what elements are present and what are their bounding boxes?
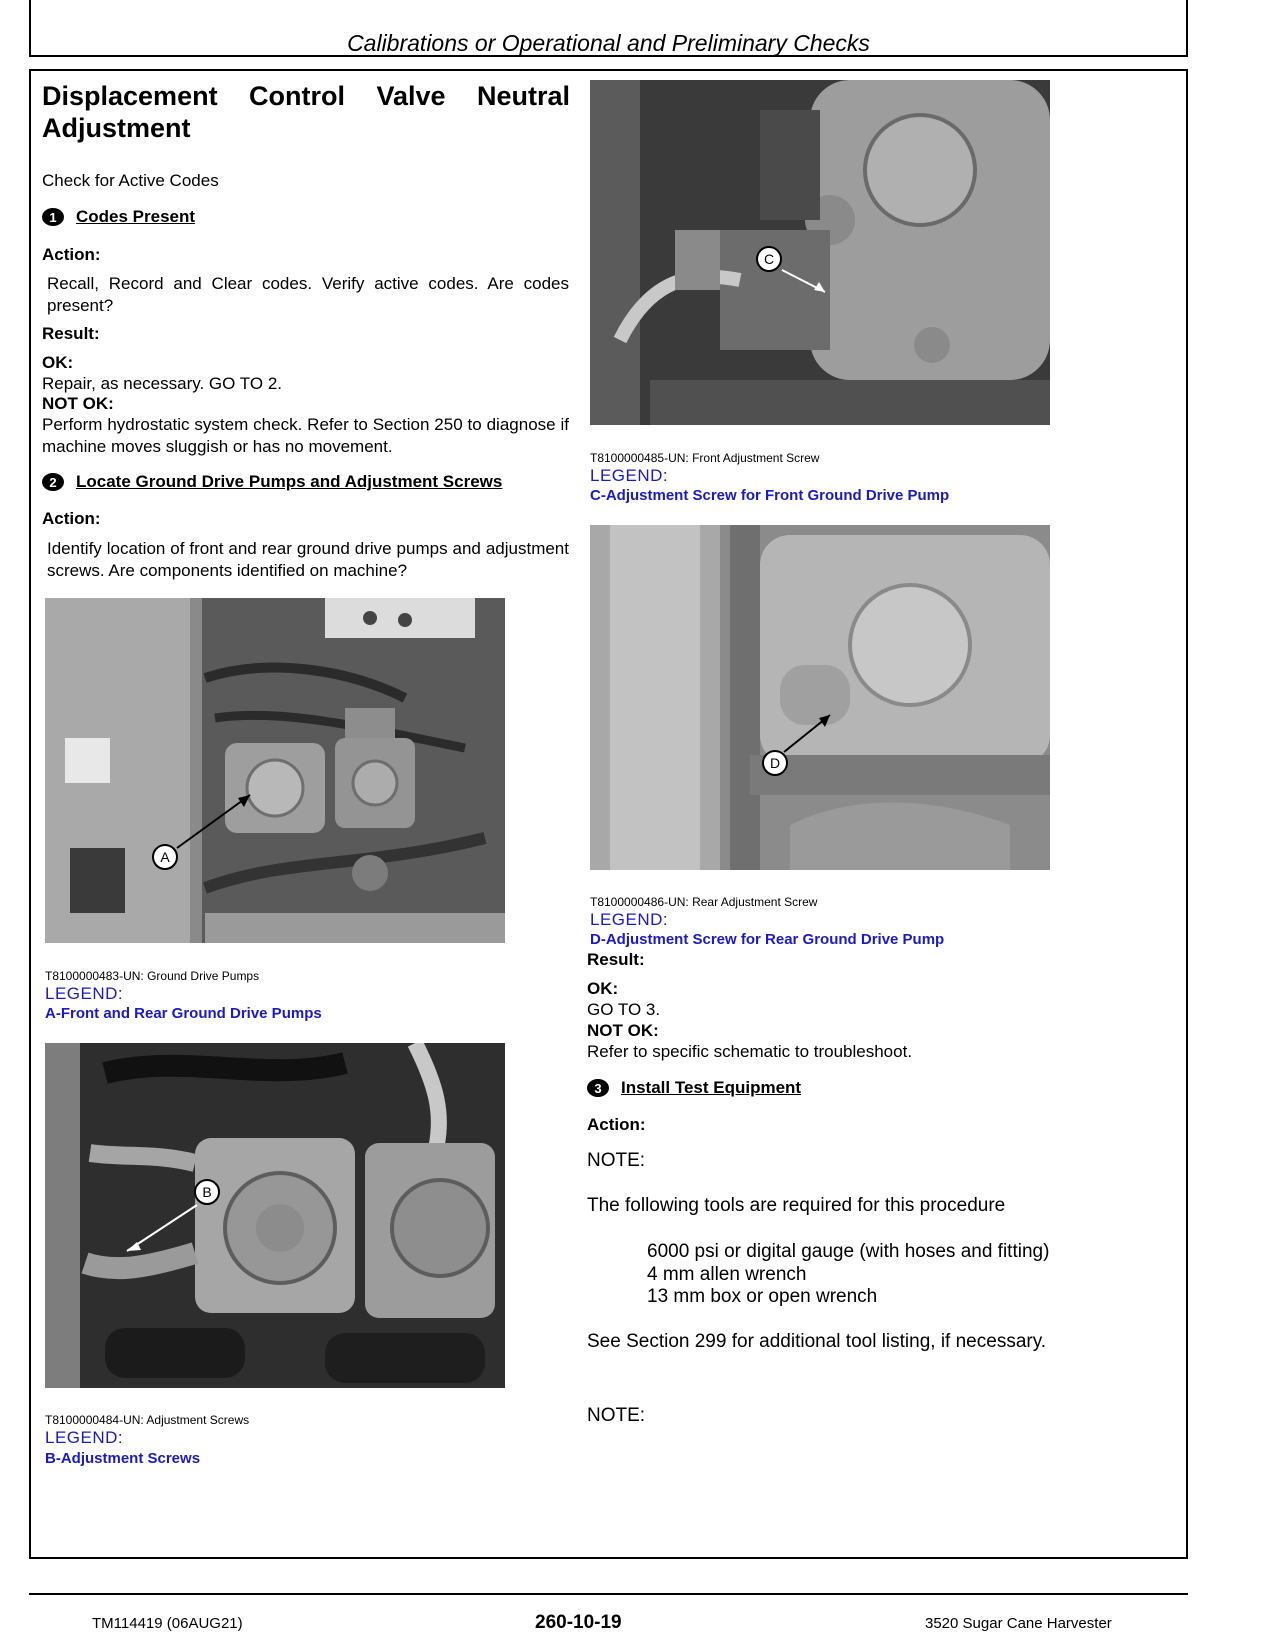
rear-adjustment-screw-illustration <box>590 525 1050 870</box>
header-title: Calibrations or Operational and Preliminary Checks <box>347 30 870 56</box>
step-2-not-ok-label: NOT OK: <box>587 1021 659 1040</box>
step-1-heading <box>42 207 195 227</box>
fig-c-legend-label: LEGEND: <box>590 466 669 485</box>
step-3-note-1: NOTE: <box>587 1150 646 1171</box>
fig-d-legend-item: D-Adjustment Screw for Rear Ground Drive Pump <box>590 931 945 948</box>
step-3-heading-text: Install Test Equipment <box>621 1078 802 1097</box>
step-2-result-label: Result: <box>587 950 645 969</box>
section-title: Displacement Control Valve Neutral Adjustment <box>42 81 570 143</box>
fig-b-legend-label: LEGEND: <box>45 1428 124 1447</box>
adjustment-screws-photo <box>45 1043 505 1388</box>
step-2-not-ok-text: Refer to specific schematic to troubleshoot. <box>587 1042 913 1061</box>
callout-d: D <box>762 750 788 776</box>
step-3-action-label: Action: <box>587 1115 646 1134</box>
step-1-not-ok-text: Perform hydrostatic system check. Refer to Section 250 to diagnose if machine moves sluggish or has no movement. <box>42 415 569 456</box>
ground-drive-pumps-photo <box>45 598 505 943</box>
step-3-number-badge: 3 <box>587 1079 609 1097</box>
fig-c-legend-item: C-Adjustment Screw for Front Ground Drive Pump <box>590 487 950 504</box>
fig-b-legend-item: B-Adjustment Screws <box>45 1450 201 1467</box>
step-1-not-ok-label: NOT OK: <box>42 394 114 413</box>
intro-text: Check for Active Codes <box>42 171 219 190</box>
step-2-ok-label: OK: <box>587 979 619 998</box>
tool-item: 6000 psi or digital gauge (with hoses and fitting) <box>647 1241 1050 1262</box>
front-adjustment-screw-illustration <box>590 80 1050 425</box>
rear-adjustment-screw-photo <box>590 525 1050 870</box>
ground-drive-pumps-illustration <box>45 598 505 943</box>
step-1-action-label: Action: <box>42 245 101 264</box>
fig-d-legend-label: LEGEND: <box>590 910 669 929</box>
step-2-heading <box>42 472 502 492</box>
step-2-number-badge: 2 <box>42 473 64 491</box>
footer-rule <box>29 1593 1188 1595</box>
step-1-number-badge: 1 <box>42 208 64 226</box>
footer-model: 3520 Sugar Cane Harvester <box>925 1615 1112 1632</box>
step-3-note-2: NOTE: <box>587 1405 646 1426</box>
callout-a: A <box>152 844 178 870</box>
fig-b-caption: T8100000484-UN: Adjustment Screws <box>45 1413 250 1427</box>
tools-intro: The following tools are required for this procedure <box>587 1195 1006 1216</box>
front-adjustment-screw-photo <box>590 80 1050 425</box>
step-1-result-label: Result: <box>42 324 100 343</box>
tool-item: 4 mm allen wrench <box>647 1264 807 1285</box>
callout-c: C <box>756 246 782 272</box>
footer-doc-id: TM114419 (06AUG21) <box>92 1615 243 1632</box>
fig-c-caption: T8100000485-UN: Front Adjustment Screw <box>590 451 820 465</box>
footer-page-number: 260-10-19 <box>535 1612 622 1633</box>
section-title-block <box>42 80 570 144</box>
step-3-heading <box>587 1078 801 1098</box>
step-1-action-text: Recall, Record and Clear codes. Verify active codes. Are codes present? <box>47 274 569 315</box>
fig-a-legend-item: A-Front and Rear Ground Drive Pumps <box>45 1005 322 1022</box>
fig-a-caption: T8100000483-UN: Ground Drive Pumps <box>45 969 260 983</box>
step-2-ok-text: GO TO 3. <box>587 1000 661 1019</box>
step-1-ok-label: OK: <box>42 353 74 372</box>
adjustment-screws-illustration <box>45 1043 505 1388</box>
tool-item: 13 mm box or open wrench <box>647 1286 878 1307</box>
step-1-heading-text: Codes Present <box>76 207 196 226</box>
step-2-action-text: Identify location of front and rear ground drive pumps and adjustment screws. Are components identified on machine? <box>47 539 569 580</box>
fig-a-legend-label: LEGEND: <box>45 984 124 1003</box>
callout-b: B <box>194 1179 220 1205</box>
step-2-heading-text: Locate Ground Drive Pumps and Adjustment Screws <box>76 472 503 491</box>
fig-d-caption: T8100000486-UN: Rear Adjustment Screw <box>590 895 818 909</box>
step-1-ok-text: Repair, as necessary. GO TO 2. <box>42 374 282 393</box>
see-section-text: See Section 299 for additional tool listing, if necessary. <box>587 1331 1047 1352</box>
step-2-action-label: Action: <box>42 509 101 528</box>
